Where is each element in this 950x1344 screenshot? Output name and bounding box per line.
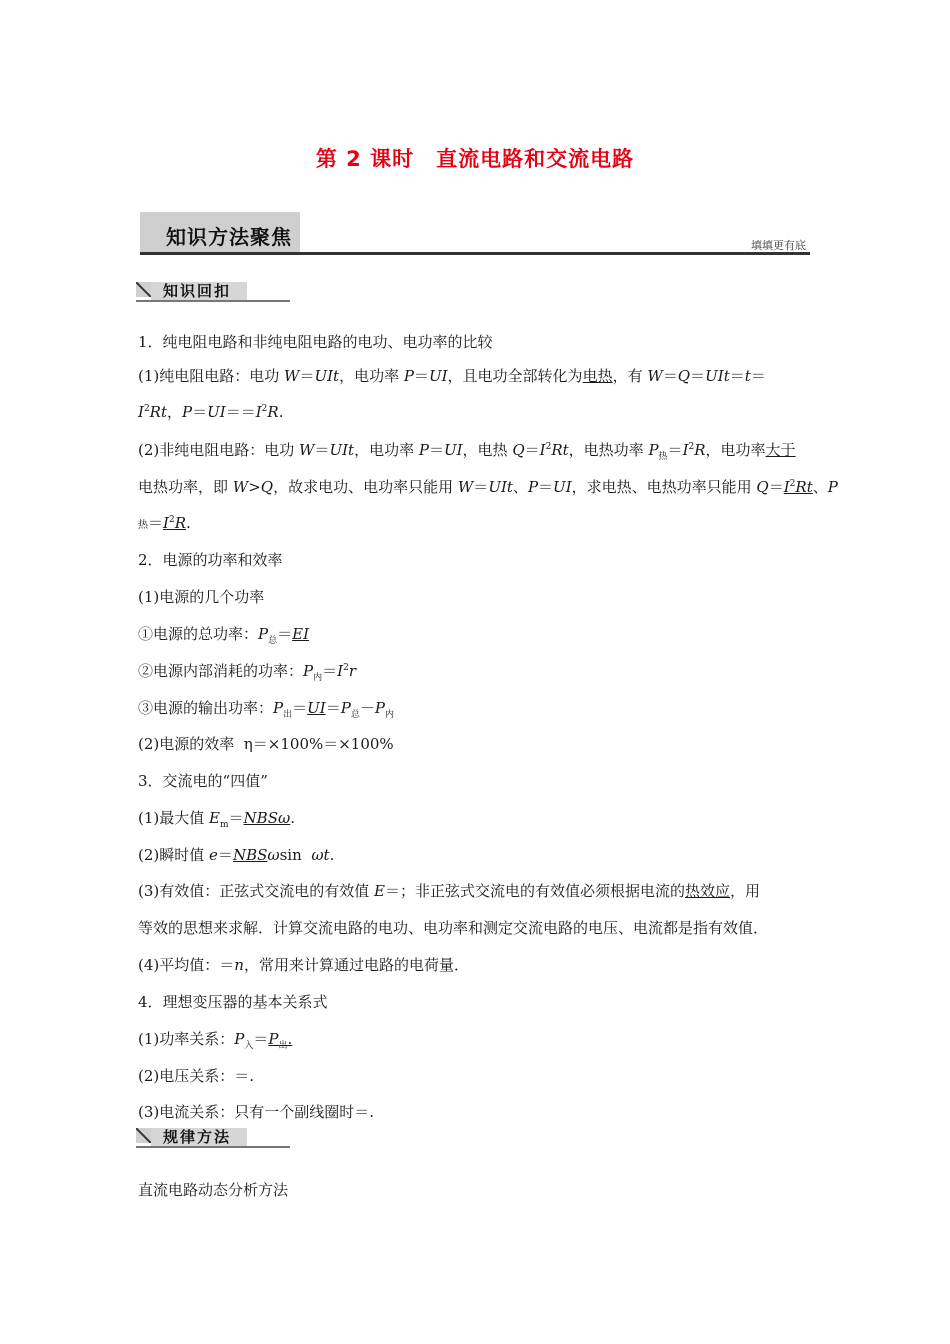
p1-line-4: 电热功率，即 W>Q，故求电功、电功率只能用 W＝UIt、P＝UI，求电热、电热功率只能用 $Q=I^2Rt$、P <box>138 478 838 496</box>
p3-item-d: (4)平均值：＝n，常用来计算通过电路的电荷量． <box>138 956 469 974</box>
p4-heading: 4．理想变压器的基本关系式 <box>138 993 328 1011</box>
p1-line-5: 热$=I^2R$. <box>138 514 191 532</box>
p3-item-c-line-2: 等效的思想来求解．计算交流电路的电功、电功率和测定交流电路的电压、电流都是指有效值． <box>138 919 769 937</box>
page-title: 第 2 课时 直流电路和交流电路 <box>315 147 635 171</box>
p1-line-3: (2)非纯电阻电路：电功 W＝UIt，电功率 P＝UI，电热 $Q=I^2Rt$，电热功率 $P_热=I^2R$，电功率大于 <box>138 441 796 462</box>
section-marker-icon <box>136 282 151 297</box>
banner-label: 知识方法聚焦 <box>166 225 292 249</box>
p5-line: 直流电路动态分析方法 <box>138 1181 289 1199</box>
p2-item-b: ②电源内部消耗的功率：$P_内=I^2r$ <box>138 662 356 683</box>
p2-sub-1: (1)电源的几个功率 <box>138 588 265 606</box>
section-header-method <box>136 1124 292 1150</box>
p2-item-a: ①电源的总功率：$P_总=EI$ <box>138 625 310 646</box>
banner-hint: 填填更有底 <box>751 239 806 252</box>
section-label: 规律方法 <box>163 1128 232 1146</box>
p3-item-a: (1)最大值 $E_m=NBS\omega$. <box>138 809 295 830</box>
p3-item-b: (2)瞬时值 e＝NBSωsin ωt. <box>138 846 335 864</box>
section-banner <box>140 212 812 258</box>
p1-line-2: $I^2Rt$，$P=UI==I^2R$. <box>138 403 284 421</box>
p4-item-b: (2)电压关系：＝. <box>138 1067 255 1085</box>
p3-item-c-line-1: (3)有效值：正弦式交流电的有效值 E＝；非正弦式交流电的有效值必须根据电流的热效应，用 <box>138 882 761 900</box>
p4-item-a: (1)功率关系：$P_入=P_出$. <box>138 1030 293 1051</box>
section-label: 知识回扣 <box>163 282 232 300</box>
section-marker-icon <box>136 1128 151 1143</box>
p2-item-c: ③电源的输出功率：$P_出=UI=P_总-P_内$ <box>138 699 394 720</box>
p4-item-c: (3)电流关系：只有一个副线圈时＝. <box>138 1103 375 1121</box>
p2-heading: 2．电源的功率和效率 <box>138 551 283 569</box>
section-header-review <box>136 278 292 304</box>
p1-line-1: (1)纯电阻电路：电功 W＝UIt，电功率 P＝UI，且电功全部转化为电热，有 W＝Q＝UIt＝t＝ <box>138 367 766 385</box>
p1-heading: 1．纯电阻电路和非纯电阻电路的电功、电功率的比较 <box>138 333 493 351</box>
banner-rule <box>140 252 810 255</box>
p2-efficiency: (2)电源的效率 η＝×100%＝×100% <box>138 735 394 753</box>
p3-heading: 3．交流电的“四值” <box>138 772 268 790</box>
